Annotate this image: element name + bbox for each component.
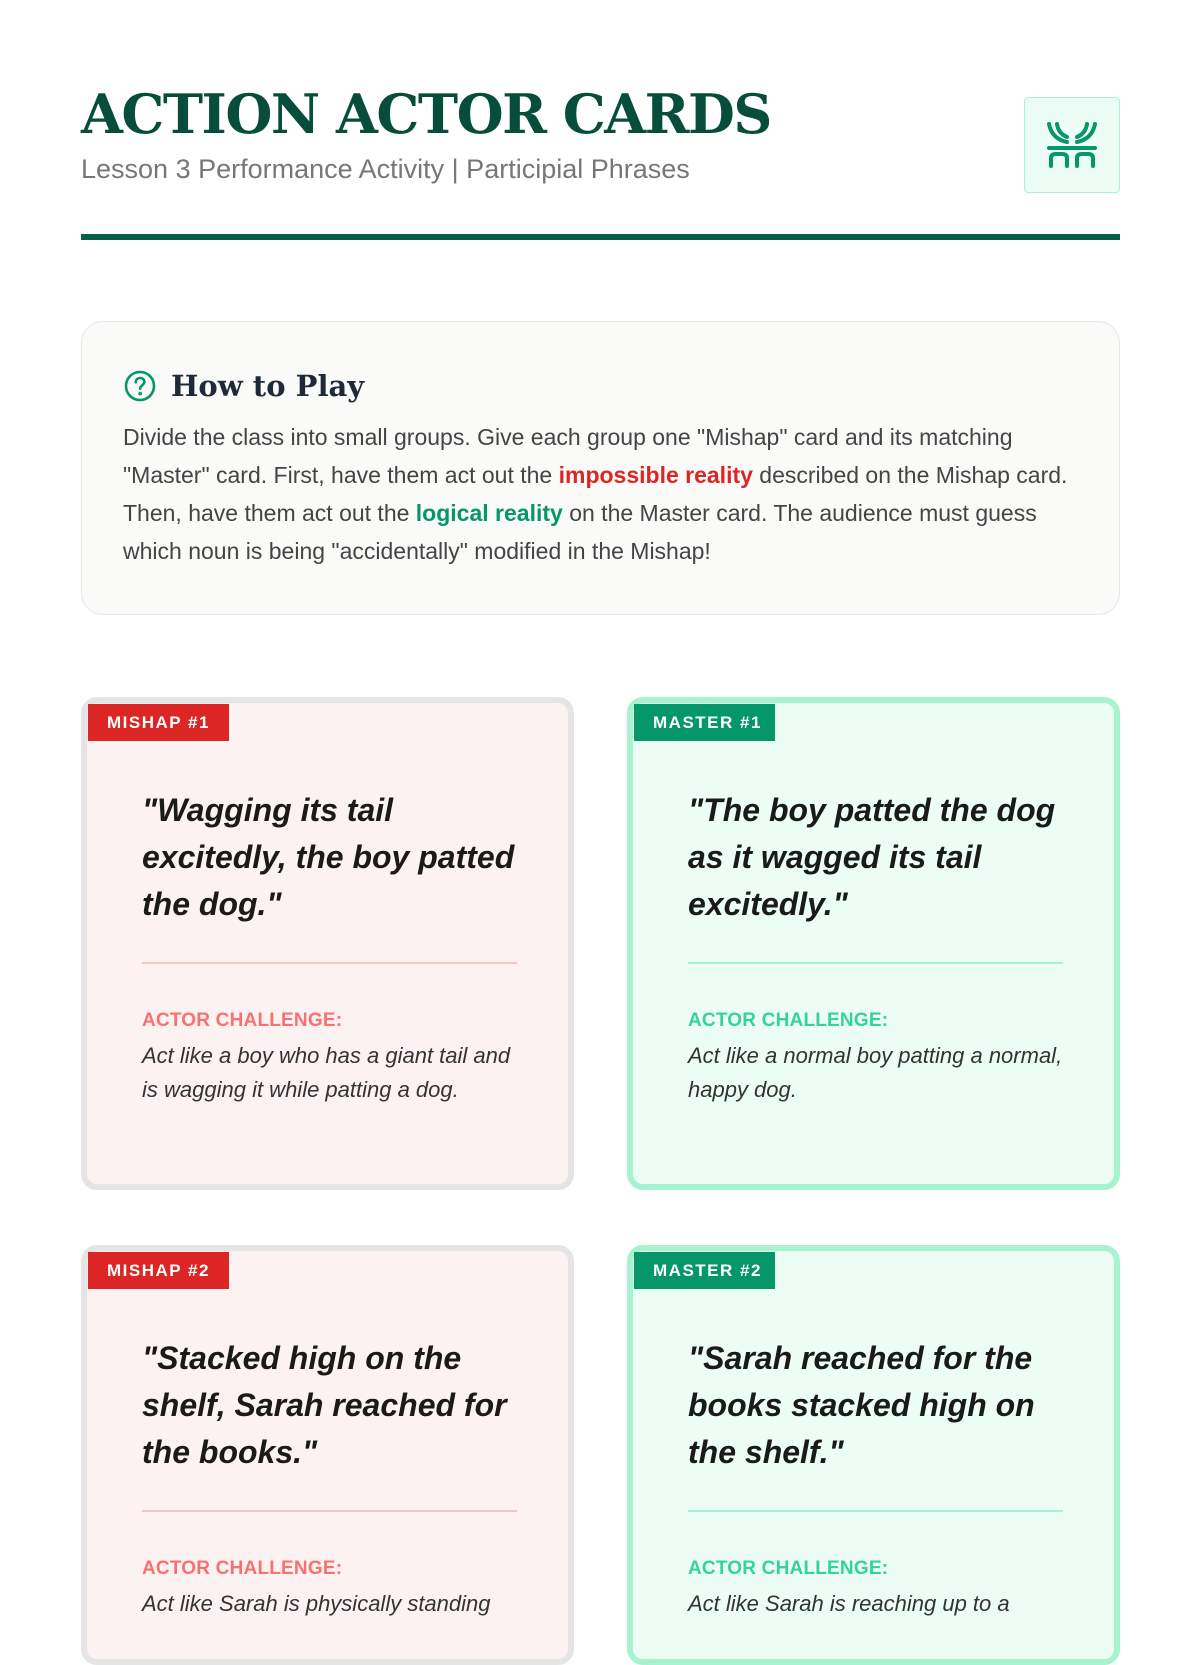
challenge-text: Act like a boy who has a giant tail and is wagging it while patting a dog. [142,1043,511,1102]
challenge-label: ACTOR CHALLENGE: [142,1558,343,1579]
how-to-play-text: Divide the class into small groups. Give each group one "Mishap" card and its matching "Master" card. First, have them act out the impossible reality described on the Mishap card. Then, have them act out the logical reality on the Master card. The audience must guess which noun is being "accidentally" modified in the Mishap! [123,424,1068,564]
card-quote: "Wagging its tail excitedly, the boy patted the dog." [142,792,515,922]
how-to-play-heading [123,364,1079,408]
page-subtitle: Lesson 3 Performance Activity | Participial Phrases [81,154,690,184]
challenge-text: Act like Sarah is reaching up to a [688,1591,1010,1616]
master-card-1 [627,697,1120,1190]
mishap-card-2 [81,1245,574,1665]
header-divider [81,234,1120,240]
card-quote: "Stacked high on the shelf, Sarah reached for the books." [142,1340,507,1470]
master-card-2 [627,1245,1120,1665]
challenge-label: ACTOR CHALLENGE: [688,1558,889,1579]
page-title: ACTION ACTOR CARDS [81,82,771,146]
challenge-label: ACTOR CHALLENGE: [688,1010,889,1031]
card-divider [688,1510,1063,1512]
card-badge: MISHAP #1 [88,704,229,741]
logical-reality-highlight: logical reality [415,500,563,526]
card-divider [142,962,517,964]
card-quote: "Sarah reached for the books stacked high on the shelf." [688,1340,1035,1470]
card-divider [142,1510,517,1512]
how-to-play-panel [81,321,1120,615]
challenge-text: Act like a normal boy patting a normal, happy dog. [688,1043,1063,1102]
card-badge: MASTER #1 [634,704,775,741]
card-badge: MISHAP #2 [88,1252,229,1289]
theater-curtain-icon [1024,97,1120,193]
how-to-play-title: How to Play [171,369,365,403]
card-badge: MASTER #2 [634,1252,775,1289]
mishap-card-1 [81,697,574,1190]
challenge-text: Act like Sarah is physically standing [142,1591,491,1616]
question-circle-icon [123,369,157,403]
card-quote: "The boy patted the dog as it wagged its tail excitedly." [688,792,1056,922]
challenge-label: ACTOR CHALLENGE: [142,1010,343,1031]
card-divider [688,962,1063,964]
impossible-reality-highlight: impossible reality [558,462,753,488]
page-header [81,78,1120,242]
